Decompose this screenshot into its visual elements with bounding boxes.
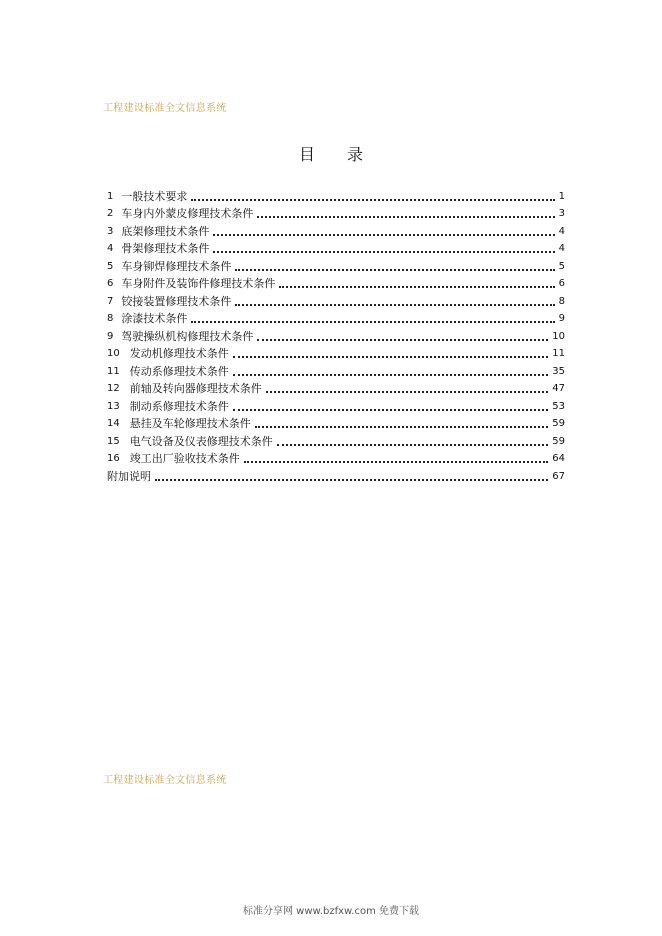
toc-entry-label: 车身内外蒙皮修理技术条件 [121, 207, 254, 220]
toc-entry[interactable] [107, 291, 565, 309]
toc-entry[interactable] [107, 309, 565, 327]
footer-download-note: 标准分享网 www.bzfxw.com 免费下载 [243, 906, 419, 917]
toc-dot-leader [191, 321, 554, 323]
toc-dot-leader [244, 461, 549, 463]
toc-entry-number: 5 [107, 260, 114, 272]
toc-entry-number: 2 [107, 208, 114, 219]
toc-dot-leader [233, 374, 549, 376]
toc-entry-label: 制动系修理技术条件 [129, 399, 229, 413]
toc-entry[interactable] [107, 186, 565, 204]
toc-entry[interactable] [107, 221, 565, 239]
toc-entry[interactable] [107, 274, 565, 292]
toc-entry-number: 1 [107, 190, 114, 202]
toc-entry-page: 47 [552, 383, 565, 394]
toc-entry-label: 涂漆技术条件 [121, 312, 188, 325]
toc-entry-label: 悬挂及车轮修理技术条件 [129, 417, 251, 430]
toc-dot-leader [279, 286, 554, 288]
watermark-top: 工程建设标准全文信息系统 [103, 103, 227, 114]
toc-entry[interactable] [107, 466, 565, 484]
toc-entry-label: 骨架修理技术条件 [121, 242, 210, 255]
toc-dot-leader [257, 216, 554, 218]
toc-entry[interactable] [107, 239, 565, 257]
toc-entry-page: 59 [552, 418, 565, 429]
toc-entry[interactable] [107, 396, 565, 414]
toc-entry[interactable] [107, 431, 565, 449]
toc-entry-page: 67 [552, 470, 565, 482]
toc-entry-label: 车身铆焊修理技术条件 [121, 259, 232, 273]
toc-dot-leader [191, 199, 554, 201]
toc-entry[interactable] [107, 204, 565, 222]
toc-entry-number: 9 [107, 330, 114, 342]
page-title: 目录 [298, 145, 395, 164]
toc-entry-label: 铰接装置修理技术条件 [121, 294, 232, 308]
toc-entry-label: 传动系修理技术条件 [129, 364, 229, 378]
toc-entry-page: 9 [558, 313, 565, 324]
toc-entry-label: 附加说明 [107, 469, 151, 483]
toc-entry-label: 车身附件及装饰件修理技术条件 [121, 277, 276, 290]
toc-entry-number: 11 [107, 365, 120, 377]
toc-dot-leader [257, 339, 548, 341]
toc-entry-label: 底架修理技术条件 [121, 224, 210, 238]
toc-entry-page: 35 [552, 365, 565, 377]
toc-dot-leader [213, 251, 554, 253]
toc-entry-number: 13 [107, 400, 120, 412]
table-of-contents [107, 186, 565, 484]
toc-entry-label: 发动机修理技术条件 [129, 347, 229, 360]
toc-entry-label: 一般技术要求 [121, 189, 188, 203]
toc-entry-page: 53 [552, 400, 565, 412]
toc-dot-leader [233, 409, 549, 411]
toc-entry[interactable] [107, 414, 565, 432]
toc-entry-label: 竣工出厂验收技术条件 [129, 452, 240, 465]
toc-entry-number: 10 [107, 348, 120, 359]
toc-dot-leader [155, 479, 548, 481]
toc-entry-page: 64 [552, 453, 565, 464]
toc-entry[interactable] [107, 379, 565, 397]
toc-entry-page: 1 [558, 190, 565, 202]
toc-entry-number: 7 [107, 295, 114, 307]
toc-dot-leader [266, 391, 549, 393]
toc-entry-number: 4 [107, 243, 114, 254]
toc-dot-leader [235, 269, 554, 271]
toc-entry-number: 14 [107, 418, 120, 429]
toc-entry-page: 4 [558, 225, 565, 237]
toc-entry-number: 15 [107, 435, 120, 447]
toc-dot-leader [277, 444, 549, 446]
toc-entry[interactable] [107, 256, 565, 274]
toc-entry-number: 16 [107, 453, 120, 464]
watermark-bottom: 工程建设标准全文信息系统 [103, 775, 227, 786]
toc-dot-leader [213, 234, 554, 236]
toc-entry-page: 8 [558, 295, 565, 307]
toc-entry[interactable] [107, 449, 565, 467]
toc-entry-page: 3 [558, 208, 565, 219]
toc-entry-page: 59 [552, 435, 565, 447]
toc-entry-label: 前轴及转向器修理技术条件 [129, 382, 262, 395]
toc-entry-label: 电气设备及仪表修理技术条件 [129, 434, 273, 448]
toc-entry-page: 6 [558, 278, 565, 289]
toc-entry-label: 驾驶操纵机构修理技术条件 [121, 329, 254, 343]
toc-entry-page: 4 [558, 243, 565, 254]
toc-entry[interactable] [107, 344, 565, 362]
toc-entry-page: 5 [558, 260, 565, 272]
toc-entry[interactable] [107, 326, 565, 344]
toc-dot-leader [235, 304, 554, 306]
toc-entry[interactable] [107, 361, 565, 379]
toc-entry-page: 10 [552, 330, 565, 342]
toc-entry-page: 11 [552, 348, 565, 359]
toc-dot-leader [255, 426, 549, 428]
toc-entry-number: 12 [107, 383, 120, 394]
toc-entry-number: 6 [107, 278, 114, 289]
toc-entry-number: 8 [107, 313, 114, 324]
toc-entry-number: 3 [107, 225, 114, 237]
toc-dot-leader [233, 356, 549, 358]
